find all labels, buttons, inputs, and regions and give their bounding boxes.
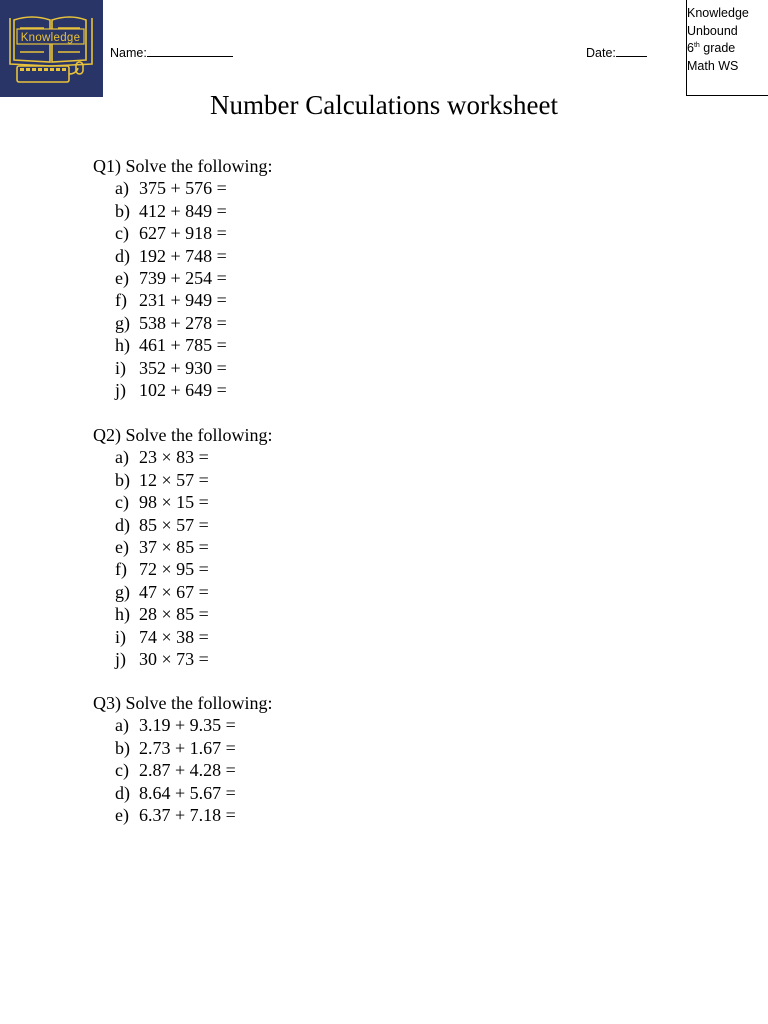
item-expression: 85 × 57 = xyxy=(139,514,209,535)
item-letter: a) xyxy=(115,447,129,468)
name-label: Name: xyxy=(110,46,147,60)
question-1 xyxy=(93,155,272,401)
brand-box xyxy=(686,0,768,96)
item-expression: 37 × 85 = xyxy=(139,537,209,558)
question-3-items xyxy=(93,714,272,826)
item-letter: f) xyxy=(115,559,127,580)
item-letter: g) xyxy=(115,312,130,333)
knowledge-unbound-logo xyxy=(0,0,103,97)
list-item xyxy=(115,177,272,199)
list-item xyxy=(115,536,272,558)
item-expression: 739 + 254 = xyxy=(139,268,227,289)
item-expression: 47 × 67 = xyxy=(139,581,209,602)
list-item xyxy=(115,714,272,736)
list-item xyxy=(115,469,272,491)
date-field[interactable] xyxy=(586,45,647,60)
item-letter: e) xyxy=(115,805,129,826)
list-item xyxy=(115,782,272,804)
item-letter: c) xyxy=(115,492,129,513)
item-letter: a) xyxy=(115,715,129,736)
brand-line-1: Knowledge xyxy=(687,6,749,20)
list-item xyxy=(115,357,272,379)
item-letter: i) xyxy=(115,357,126,378)
item-letter: d) xyxy=(115,514,130,535)
item-letter: e) xyxy=(115,268,129,289)
item-letter: a) xyxy=(115,178,129,199)
brand-grade-line xyxy=(687,40,768,58)
item-expression: 2.87 + 4.28 = xyxy=(139,760,236,781)
item-letter: d) xyxy=(115,782,130,803)
list-item xyxy=(115,334,272,356)
item-expression: 2.73 + 1.67 = xyxy=(139,737,236,758)
grade-word: grade xyxy=(699,41,736,56)
list-item xyxy=(115,491,272,513)
question-3 xyxy=(93,692,272,826)
list-item xyxy=(115,581,272,603)
list-item xyxy=(115,514,272,536)
item-expression: 72 × 95 = xyxy=(139,559,209,580)
item-letter: h) xyxy=(115,604,130,625)
book-keyboard-icon xyxy=(0,0,103,97)
item-letter: j) xyxy=(115,649,126,670)
item-letter: f) xyxy=(115,290,127,311)
date-label: Date: xyxy=(586,46,616,60)
list-item xyxy=(115,379,272,401)
list-item xyxy=(115,558,272,580)
item-expression: 192 + 748 = xyxy=(139,245,227,266)
item-letter: b) xyxy=(115,469,130,490)
question-label: Q3) Solve the following: xyxy=(93,693,273,713)
question-1-items xyxy=(93,177,272,401)
item-letter: j) xyxy=(115,380,126,401)
question-label: Q1) Solve the following: xyxy=(93,156,273,176)
list-item xyxy=(115,446,272,468)
item-letter: d) xyxy=(115,245,130,266)
grade-ordinal: th xyxy=(693,42,700,50)
list-item xyxy=(115,759,272,781)
item-expression: 12 × 57 = xyxy=(139,469,209,490)
item-expression: 627 + 918 = xyxy=(139,223,227,244)
list-item xyxy=(115,245,272,267)
item-letter: g) xyxy=(115,581,130,602)
list-item xyxy=(115,603,272,625)
list-item xyxy=(115,267,272,289)
brand-line-2: Unbound xyxy=(687,23,738,38)
item-letter: e) xyxy=(115,537,129,558)
name-field[interactable] xyxy=(110,45,233,60)
item-expression: 28 × 85 = xyxy=(139,604,209,625)
list-item xyxy=(115,289,272,311)
list-item xyxy=(115,200,272,222)
logo-subtext: Unbound xyxy=(29,76,57,82)
item-expression: 3.19 + 9.35 = xyxy=(139,715,236,736)
item-expression: 102 + 649 = xyxy=(139,380,227,401)
list-item xyxy=(115,804,272,826)
item-expression: 74 × 38 = xyxy=(139,626,209,647)
item-expression: 6.37 + 7.18 = xyxy=(139,805,236,826)
item-expression: 30 × 73 = xyxy=(139,649,209,670)
item-expression: 412 + 849 = xyxy=(139,200,227,221)
brand-line-4: Math WS xyxy=(687,58,739,73)
worksheet-title: Number Calculations worksheet xyxy=(210,90,558,120)
item-expression: 352 + 930 = xyxy=(139,357,227,378)
item-expression: 231 + 949 = xyxy=(139,290,227,311)
date-blank-line[interactable] xyxy=(616,45,647,57)
item-expression: 461 + 785 = xyxy=(139,335,227,356)
list-item xyxy=(115,626,272,648)
item-expression: 98 × 15 = xyxy=(139,492,209,513)
item-letter: i) xyxy=(115,626,126,647)
name-blank-line[interactable] xyxy=(147,45,233,57)
item-letter: c) xyxy=(115,760,129,781)
item-letter: h) xyxy=(115,335,130,356)
list-item xyxy=(115,648,272,670)
item-expression: 8.64 + 5.67 = xyxy=(139,782,236,803)
list-item xyxy=(115,737,272,759)
list-item xyxy=(115,312,272,334)
question-2-items xyxy=(93,446,272,670)
item-letter: b) xyxy=(115,737,130,758)
question-2 xyxy=(93,424,272,670)
grade-number: 6 xyxy=(687,41,694,56)
item-expression: 23 × 83 = xyxy=(139,447,209,468)
logo-wordmark: Knowledge xyxy=(20,32,81,44)
item-expression: 375 + 576 = xyxy=(139,178,227,199)
item-letter: c) xyxy=(115,223,129,244)
item-letter: b) xyxy=(115,200,130,221)
question-label: Q2) Solve the following: xyxy=(93,425,273,445)
list-item xyxy=(115,222,272,244)
item-expression: 538 + 278 = xyxy=(139,312,227,333)
